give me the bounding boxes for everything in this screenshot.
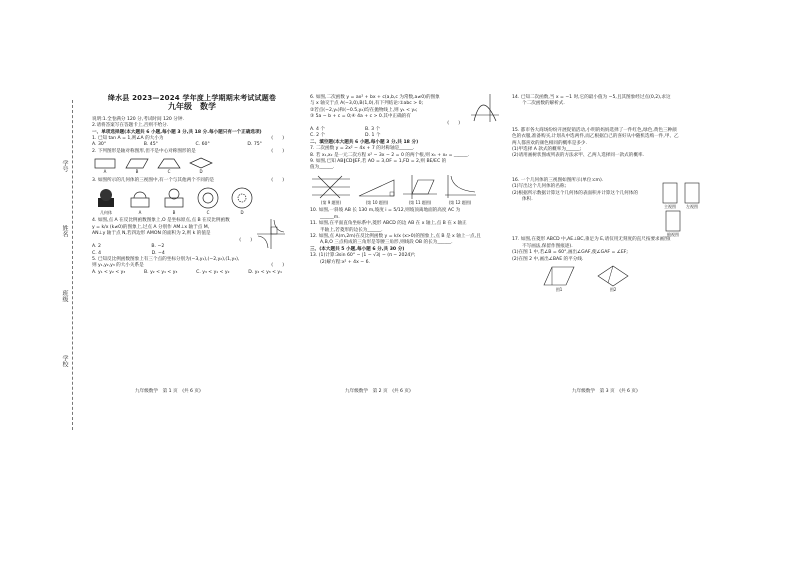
view-c-icon — [194, 186, 222, 210]
question-17-figures — [512, 265, 702, 293]
view-caption: 左视图 — [686, 203, 698, 209]
option-b: B. 45° — [143, 142, 158, 148]
option-c: C. 60° — [195, 142, 210, 148]
figure-option — [92, 186, 120, 216]
question-stem: 2. 下列图形是轴对称图形,但不是中心对称图形的是 — [92, 148, 196, 154]
gutter-label-class: 班级 — [61, 290, 68, 302]
page-footer-2: 九年级数学 第 2 页 (共 6 页) — [345, 389, 411, 394]
front-view — [662, 182, 678, 210]
side-view — [684, 182, 700, 210]
question-3 — [92, 178, 292, 184]
option-a: A. 4 个 — [310, 127, 325, 133]
figure-10 — [356, 174, 398, 206]
question-12-cont: A,B,O 三点构成的三角形是等腰三角形,则线段 OB 的长为______. — [320, 240, 453, 246]
option-c: C. y₃ < y₁ < y₂ — [196, 269, 230, 275]
question-17-line: (1)在图 1 中,若∠B = 60°,画出∠GAF,使∠GAF = ∠EF; — [512, 250, 628, 256]
option-d: D. 1 个 — [365, 133, 381, 139]
question-line: ③ 5a − b + c = 0;④ 4a + c > 0.其中正确的有 — [310, 114, 411, 120]
exam-title: 绛水县 2023—2024 学年度上学期期末考试试题卷 — [107, 94, 277, 102]
figure-caption: 图1 — [555, 287, 563, 293]
question-line: 与 x 轴交于点 A(−3,0),B(1,0),有下列结论:①abc > 0; — [310, 101, 424, 107]
question-line: (1)写出这个几何体的名称; — [512, 184, 566, 190]
gutter-label-name: 姓名 — [61, 225, 68, 237]
question-8: 8. 若 x₁,x₂ 是一元二次方程 x² − 3x − 2 = 0 的两个根,则 x₁ + x₂ = ______. — [310, 152, 470, 158]
parallel-lines-figure-icon — [310, 174, 352, 200]
section-heading: 三、(本大题共 5 小题,每小题 6 分,共 30 分) — [310, 246, 405, 252]
question-line: 16. 一个几何体的三视图如图所示(单位:cm). — [512, 177, 604, 183]
question-line: C. 4 D. −4 — [92, 250, 165, 256]
question-17-line: (2)在图 2 中,画出∠BAE 的平分线. — [512, 256, 584, 262]
rhombus-shape-icon — [188, 157, 214, 169]
trapezoid-shape-icon — [156, 157, 182, 169]
figure-caption: (第 11 题图) — [408, 199, 432, 205]
question-15: 15. 都市各大商场纷纷开展促销活动,小明的妈妈选择了一件红色,绿色,黄色三种颜 — [512, 127, 677, 133]
view-d-icon — [228, 186, 256, 210]
page-footer-1: 九年级数学 第 1 页 (共 6 页) — [135, 389, 201, 394]
question-9: 9. 如图,已知 AB∥CD∥EF,若 AO = 3,OF = 1,FD = 2,则 BE/EC 的 — [310, 159, 447, 165]
question-15-line: (2)请用画树状图或列表的方法求甲、乙两人选择同一款式的概率. — [512, 153, 645, 159]
hyperbola-figure-icon — [256, 218, 286, 250]
figure-caption: C — [206, 210, 210, 216]
question-stem: 3. 如图所示的几何体的三视图中,有一个与其他两个不同的是 — [92, 177, 215, 183]
option-a: A. y₁ < y₂ < y₃ — [92, 269, 126, 275]
view-a-icon — [126, 186, 154, 210]
answer-paren: ( ) — [271, 263, 284, 269]
question-line: 则 y₁,y₂,y₃ 的大小关系是 — [92, 263, 144, 269]
solid-body-icon — [92, 186, 120, 210]
question-15-line: 色的衣服,准备购买,计划从中选两件,而乙根据自己的喜好从中随机选购一件,甲、乙 — [512, 134, 679, 140]
question-5-options — [92, 270, 282, 276]
question-7: 7. 二次函数 y = 2x² − 4x + 7 的对称轴是______. — [310, 146, 415, 152]
question-6-options — [310, 127, 420, 140]
question-line: (2)根据所示数据计算这个几何体的表面积并计算这个几何体的 — [512, 190, 638, 196]
option-d: D. 75° — [247, 142, 262, 148]
option-a: A. 30° — [92, 142, 107, 148]
question-12: 12. 如图,点 A(m,2m)在反比例函数 y = k/x (x>0)的图象上,点 B 是 x 轴上一点,且 — [310, 233, 481, 239]
figure-caption: A — [103, 169, 107, 175]
figure-2 — [596, 265, 630, 293]
rhombus-figure-icon — [596, 265, 630, 287]
question-17-line: 不写画法,保留作图痕迹). — [522, 243, 573, 249]
question-line: 体积. — [522, 197, 533, 203]
figure-option — [124, 157, 150, 175]
figure-caption: A — [138, 210, 142, 216]
question-2-figures — [92, 157, 292, 175]
question-15-line: 两人都喜欢的颜色相同的概率是多少. — [512, 140, 587, 146]
figure-caption: 几何体 — [100, 210, 112, 216]
figure-option — [194, 186, 222, 216]
question-line: A. 2 B. −2 — [92, 244, 165, 250]
question-17: 17. 如图,在菱形 ABCD 中,AE⊥BC,垂足为 E,请仅用无刻度的直尺按要求画图( — [512, 237, 671, 243]
question-line: ②若点(−2,y₁)和(−0.5,y₂)均在抛物线上,则 y₁ < y₂; — [310, 107, 418, 113]
answer-paren: ( ) — [239, 237, 252, 243]
slope-figure-icon — [356, 174, 398, 200]
option-c: C. 2 个 — [310, 133, 326, 139]
gutter-label-student-id: 学号 — [61, 160, 68, 172]
question-16 — [512, 177, 702, 238]
figure-caption: B — [135, 169, 139, 175]
question-line: 4. 如图,点 A 在反比例函数图象上,O 是坐标原点,点 B 在反比例函数 — [92, 218, 230, 224]
answer-paren: ( ) — [271, 148, 284, 154]
question-13-cont: (2)解方程:x² + 4x − 6. — [320, 259, 370, 265]
binding-line — [72, 100, 73, 430]
figure-caption: 图2 — [609, 287, 617, 293]
note-line: 说明:1.全卷满分 120 分,考试时间 120 分钟. — [92, 116, 184, 122]
figure-caption: D — [199, 169, 203, 175]
question-2 — [92, 149, 292, 155]
option-b: B. 3 个 — [365, 127, 381, 133]
figure-option — [126, 186, 154, 216]
figure-option — [156, 157, 182, 175]
figure-caption: (第 10 题图) — [365, 199, 389, 205]
figure-caption: C — [167, 169, 171, 175]
question-line: 5. 已知反比例函数图象上有三个点的坐标分别为(−3,y₁),(−2,y₂),(1,y₃), — [92, 256, 240, 262]
page-footer-3: 九年级数学 第 3 页 (共 6 页) — [572, 389, 638, 394]
answer-paren: ( ) — [447, 120, 460, 126]
option-b: B. y₂ < y₁ < y₃ — [144, 269, 178, 275]
parallelogram-shape-icon — [124, 157, 150, 169]
fill-figures-row — [310, 174, 500, 206]
view-caption: 俯视图 — [667, 232, 679, 238]
page-2-column — [310, 95, 500, 266]
question-line: 6. 如图,二次函数 y = ax² + bx + c(a,b,c 为常数,a≠0)的图象 — [310, 95, 440, 100]
question-11: 11. 如图,在平面直角坐标系中,菱形 ABCD 的边 AB 在 x 轴上,点 B 在 x 轴正 — [310, 221, 467, 227]
view-caption: 主视图 — [664, 203, 676, 209]
question-10: 10. 如图,一斜坡 AB 长 130 m,坡度 i = 5/12,则坡顶离地面的高度 AC 为 — [310, 208, 461, 214]
question-6 — [310, 95, 500, 140]
figure-caption: (第 12 题图) — [448, 199, 472, 205]
option-d: D. y₂ < y₃ < y₁ — [248, 269, 282, 275]
binding-gutter — [58, 100, 88, 430]
note-line: 2.请将答案写在答题卡上,否则不给分. — [92, 123, 169, 129]
gutter-label-school: 学校 — [61, 355, 68, 367]
figure-option — [228, 186, 256, 216]
figure-option — [160, 186, 188, 216]
view-b-icon — [160, 186, 188, 210]
rectangle-shape-icon — [92, 157, 118, 169]
question-line: AN⊥y 轴于点 N,若四边形 AMON 的面积为 2,则 k 的值是 — [92, 231, 211, 237]
parabola-figure-icon — [470, 93, 500, 123]
figure-11 — [402, 174, 438, 206]
question-11-cont: 半轴上,若菱形的边长为______. — [320, 227, 383, 233]
answer-paren: ( ) — [271, 177, 284, 183]
question-14-cont: 个二次函数的解析式. — [522, 101, 565, 107]
section-heading: 二、填空题(本大题共 6 小题,每小题 3 分,共 18 分) — [310, 139, 419, 145]
section-heading: 一、单项选择题(本大题共 6 小题,每小题 3 分,共 18 分.每小题只有一个正确选项) — [92, 129, 262, 135]
question-9-cont: 值为______. — [310, 165, 335, 171]
question-3-figures — [92, 186, 292, 216]
figure-9 — [310, 174, 352, 206]
top-view-rect-icon — [665, 210, 681, 232]
front-view-rect-icon — [662, 182, 678, 204]
figure-option — [92, 157, 118, 175]
question-14: 14. 已知二次函数,当 x = −1 时,它的最小值为 −5,且其图象经过点(0,2),求这 — [512, 95, 671, 100]
figure-caption: D — [240, 210, 244, 216]
question-13: 13. (1)计算:3sin 60° − |1 − √3| − (π − 2024)⁰; — [310, 253, 416, 259]
figure-1 — [542, 265, 576, 293]
rhombus-axes-figure-icon — [402, 174, 438, 200]
figure-option — [188, 157, 214, 175]
hyperbola-point-figure-icon — [442, 174, 478, 200]
rhombus-figure-icon — [542, 265, 576, 287]
page-3-column — [512, 95, 702, 296]
question-15-line: (1)甲选择 A 款式的概率为______; — [512, 147, 582, 153]
top-view — [662, 210, 684, 238]
answer-paren: ( ) — [271, 136, 284, 142]
question-line: y = k/x (k≠0)的图象上,过点 A 分别作 AM⊥x 轴于点 M, — [92, 224, 210, 230]
figure-caption: B — [172, 210, 176, 216]
question-10-cont: ______m. — [320, 214, 340, 220]
question-4 — [92, 218, 292, 256]
figure-caption: (第 9 题图) — [320, 199, 342, 205]
side-view-rect-icon — [684, 182, 700, 204]
figure-12 — [442, 174, 478, 206]
exam-subtitle: 九年级 数学 — [168, 102, 216, 112]
three-views-figure — [662, 182, 706, 239]
question-stem: 1. 已知 tan A = 1,则∠A 的大小为 — [92, 136, 164, 142]
page-1-column — [92, 95, 292, 276]
